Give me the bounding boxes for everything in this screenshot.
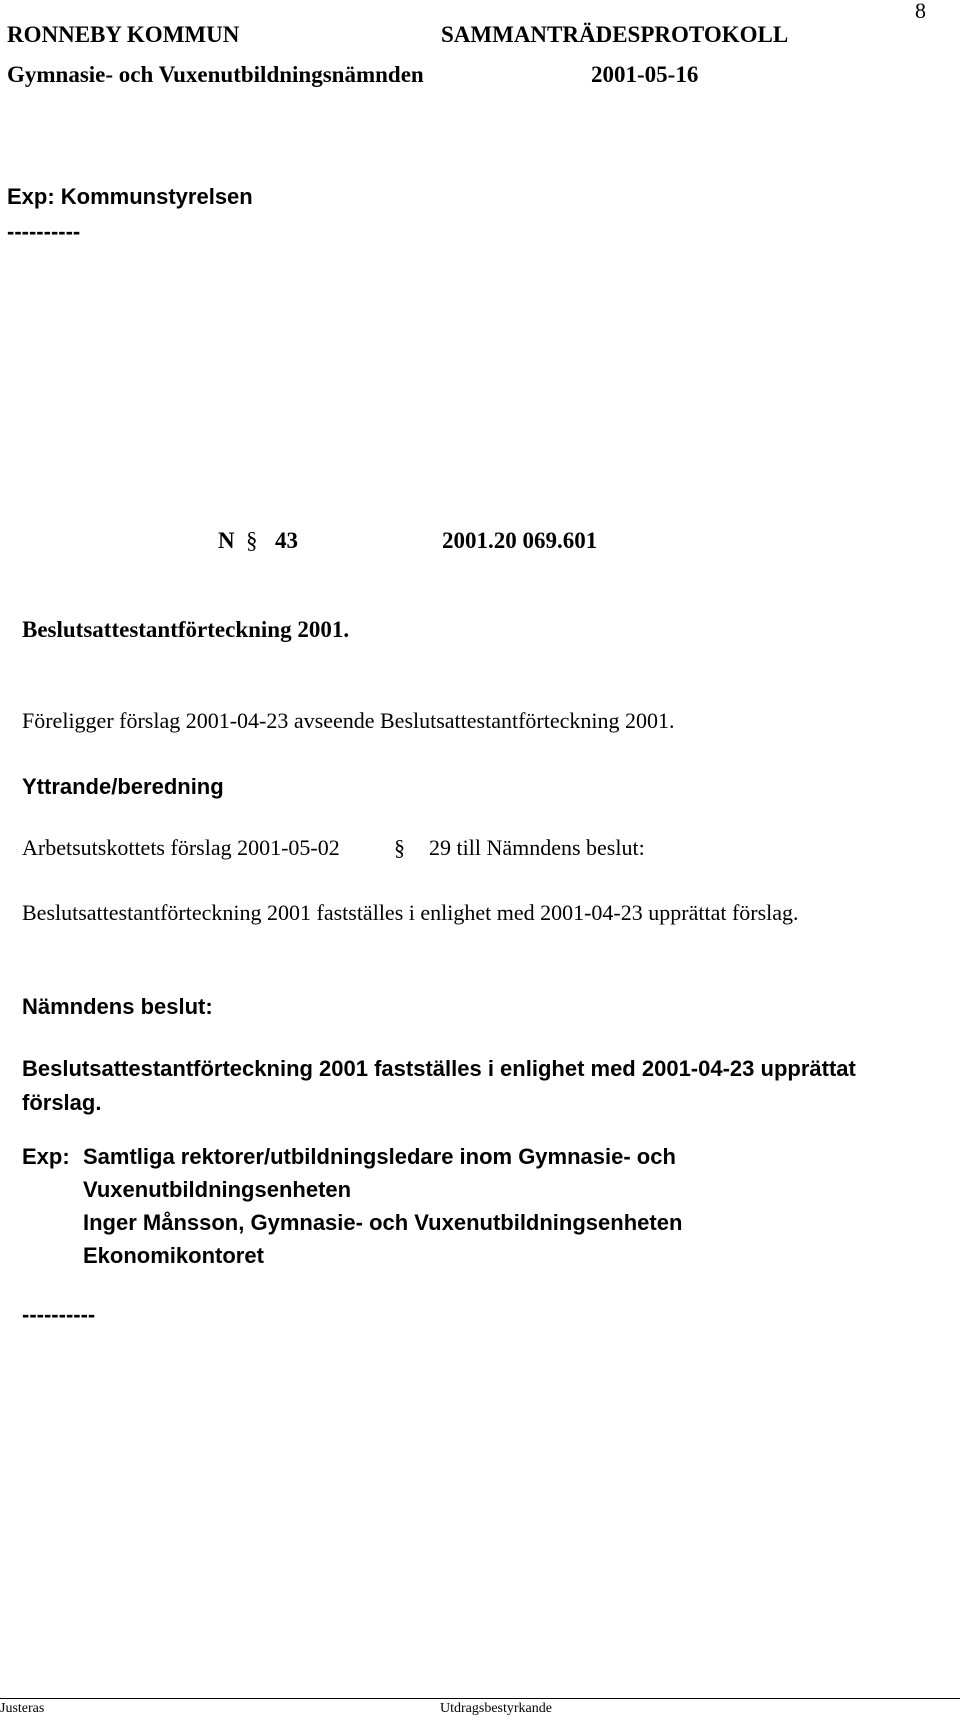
footer-divider bbox=[0, 1698, 960, 1699]
expedition-recipient: Samtliga rektorer/utbildningsledare inom Gymnasie- och bbox=[83, 1144, 676, 1169]
expedition-prefix: Exp: bbox=[22, 1144, 70, 1169]
proposal-text: Beslutsattestantförteckning 2001 fastställes i enlighet med 2001-04-23 upprättat förslag. bbox=[22, 900, 799, 925]
paragraph-letter: N bbox=[218, 528, 235, 553]
diary-reference: 2001.20 069.601 bbox=[442, 528, 598, 553]
expedition-recipient: Vuxenutbildningsenheten bbox=[83, 1177, 352, 1202]
decision-text: Beslutsattestantförteckning 2001 fastställes i enlighet med 2001-04-23 upprättat förslag. bbox=[22, 1056, 856, 1115]
paragraph-sign: § bbox=[246, 528, 258, 553]
expedition-recipient: Ekonomikontoret bbox=[83, 1243, 264, 1268]
separator: ---------- bbox=[7, 219, 81, 244]
document-type: SAMMANTRÄDESPROTOKOLL bbox=[441, 22, 789, 47]
expedition-recipient: Exp: Kommunstyrelsen bbox=[7, 184, 253, 209]
footer-utdragsbestyrkande-label: Utdragsbestyrkande bbox=[440, 1701, 552, 1716]
intro-text: Föreligger förslag 2001-04-23 avseende Beslutsattestantförteckning 2001. bbox=[22, 708, 675, 733]
yttrande-heading: Yttrande/beredning bbox=[22, 774, 224, 799]
organization-name: RONNEBY KOMMUN bbox=[7, 22, 240, 47]
au-proposal-text-cont: 29 till Nämndens beslut: bbox=[429, 835, 645, 860]
meeting-date: 2001-05-16 bbox=[591, 62, 699, 87]
paragraph-sign: § bbox=[394, 835, 405, 860]
board-name: Gymnasie- och Vuxenutbildningsnämnden bbox=[7, 62, 424, 87]
expedition-recipient: Inger Månsson, Gymnasie- och Vuxenutbildningsenheten bbox=[83, 1210, 683, 1235]
paragraph-number: 43 bbox=[275, 528, 298, 553]
separator: ---------- bbox=[22, 1302, 96, 1327]
footer-justeras-label: Justeras bbox=[0, 1701, 45, 1716]
au-proposal-text: Arbetsutskottets förslag 2001-05-02 bbox=[22, 835, 340, 860]
page-number: 8 bbox=[915, 0, 926, 23]
subject-title: Beslutsattestantförteckning 2001. bbox=[22, 617, 350, 642]
decision-heading: Nämndens beslut: bbox=[22, 994, 213, 1019]
